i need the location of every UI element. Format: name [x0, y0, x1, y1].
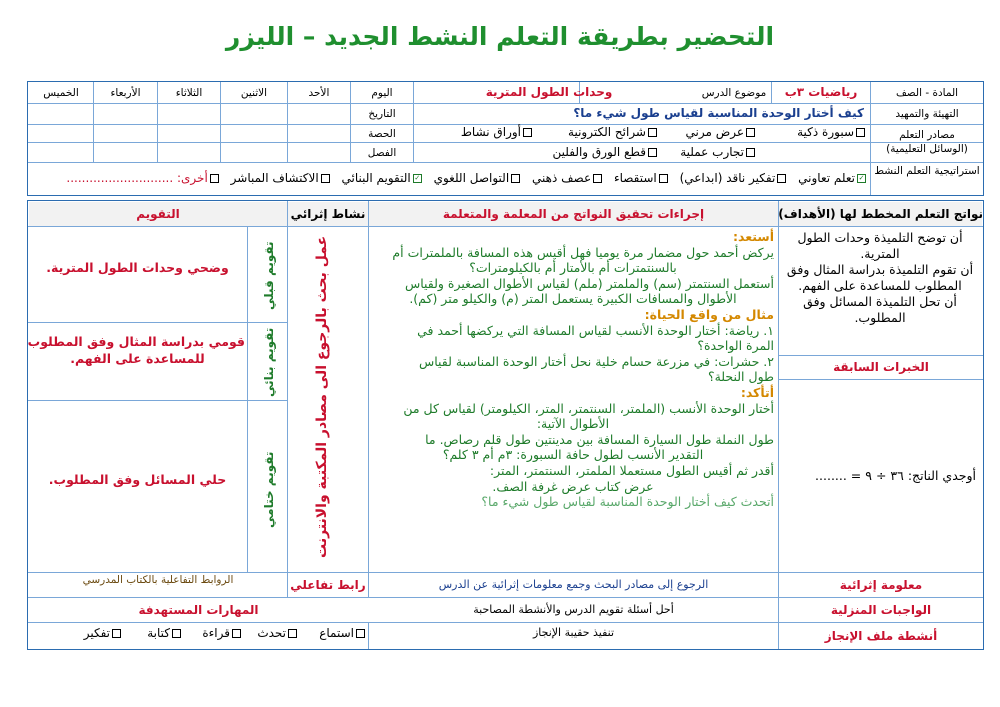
- date-label: التاريخ: [368, 108, 396, 120]
- eval-type-formative: تقويم بنائي: [262, 327, 276, 397]
- subject-label: المادة - الصف: [895, 87, 959, 99]
- procedure-line: ١. رياضة: أختار الوحدة الأنسب لقياس المسافة التي يركضها أحمد في: [417, 322, 774, 338]
- checkbox-icon[interactable]: [659, 174, 668, 183]
- day-tuesday: الثلاثاء: [175, 87, 203, 99]
- checkbox-icon[interactable]: [648, 128, 657, 137]
- checkbox-icon[interactable]: [648, 148, 657, 157]
- procedure-line: أختار الوحدة الأنسب (الملمتر، السنتمتر، المتر، الكيلومتر) لقياس كل من: [403, 400, 774, 416]
- skills-label: المهارات المستهدفة: [138, 603, 259, 617]
- checkbox-icon[interactable]: [777, 174, 786, 183]
- homework-label: الواجبات المنزلية: [830, 603, 932, 617]
- topic-value: وحدات الطول المترية: [485, 85, 613, 99]
- checkbox-icon[interactable]: [523, 128, 532, 137]
- procedure-line: التقدير الأنسب لطول حافة السبورة: ٣م أم ٣ كلم؟: [442, 447, 704, 463]
- checkbox-checked-icon[interactable]: ✓: [414, 174, 421, 182]
- checkbox-icon[interactable]: [210, 174, 219, 183]
- strategies-row: ✓تعلم تعاوني تفكير ناقد (ابداعي) استقصاء عصف ذهني التواصل اللغوي ✓التقويم البنائي الاكتشاف المباشر أخرى: ............................: [66, 171, 865, 185]
- checkbox-icon[interactable]: [746, 128, 755, 137]
- goals-list: أن توضح التلميذة وحدات الطول المترية. أن تقوم التلميذة بدراسة المثال وفق المطلوب للمساعدة على الفهم. أن تحل التلميذة المسائل وفق المطلوب.: [786, 230, 974, 325]
- procedure-line: الأطوال الآتية:: [536, 416, 610, 432]
- procedures-list: [372, 229, 774, 510]
- interactive-link-label: رابط تفاعلي: [290, 578, 366, 592]
- intro-label: التهيئة والتمهيد: [895, 108, 959, 120]
- eval-type-summative: تقويم ختامي: [262, 451, 276, 529]
- checkbox-icon[interactable]: [856, 128, 865, 137]
- portfolio-value: تنفيذ حقيبة الإنجاز: [532, 626, 615, 639]
- sources-label-2: (الوسائل التعليمية): [886, 143, 968, 155]
- enrich-info-value: الرجوع إلى مصادر البحث وجمع معلومات إثرائية عن الدرس: [438, 578, 709, 591]
- activity-header: نشاط إثرائي: [290, 207, 366, 221]
- checkbox-icon[interactable]: [511, 174, 520, 183]
- checkbox-icon[interactable]: [232, 629, 241, 638]
- checkbox-icon[interactable]: [593, 174, 602, 183]
- checkbox-checked-icon[interactable]: ✓: [858, 174, 865, 182]
- evaluation-header: التقويم: [136, 207, 180, 221]
- eval-text-formative-1: قومي بدراسة المثال وفق المطلوب: [27, 334, 245, 349]
- procedure-line: أستعد:: [733, 229, 774, 244]
- day-label: اليوم: [371, 87, 393, 99]
- procedure-line: الأطوال والمسافات الكبيرة يستعمل المتر (م) والكيلو متر (كم).: [409, 291, 737, 307]
- prior-knowledge-header: الخبرات السابقة: [833, 360, 929, 374]
- period-label: الحصة: [368, 128, 396, 140]
- portfolio-label: أنشطة ملف الإنجاز: [824, 629, 938, 643]
- procedures-header: إجراءات تحقيق النواتج من المعلمة والمتعلمة: [442, 207, 705, 221]
- subject-value: رياضيات ٣ب: [784, 85, 858, 99]
- interactive-link-value[interactable]: الروابط التفاعلية بالكتاب المدرسي: [82, 574, 234, 586]
- goals-header: نواتج التعلم المخطط لها (الأهداف): [778, 207, 983, 221]
- prior-knowledge-text: أوجدي الناتج: ٣٦ ÷ ٩ = ........: [815, 468, 976, 483]
- procedure-line: طول النملة طول السيارة المسافة بين مدينتين طول قلم رصاص. ما: [425, 431, 774, 447]
- checkbox-icon[interactable]: [321, 174, 330, 183]
- eval-text-formative-2: للمساعدة على الفهم.: [70, 351, 205, 366]
- sources-label: مصادر التعلم: [899, 129, 955, 141]
- sources-row-1: سبورة ذكيةعرض مرنيشرائح الكترونيةأوراق نشاط: [420, 126, 865, 138]
- sources-row-2: تجارب عمليةقطع الورق والفلين: [420, 146, 865, 158]
- day-wednesday: الأربعاء: [110, 87, 141, 99]
- checkbox-icon[interactable]: [356, 629, 365, 638]
- eval-text-summative: حلي المسائل وفق المطلوب.: [48, 472, 227, 487]
- checkbox-icon[interactable]: [172, 629, 181, 638]
- procedure-line: أتأكد:: [740, 384, 774, 400]
- procedure-line: مثال من واقع الحياة:: [644, 306, 774, 322]
- procedure-line: أستعمل السنتمتر (سم) والملمتر (ملم) لقياس الأطوال الصغيرة ولقياس: [404, 275, 774, 291]
- checkbox-icon[interactable]: [112, 629, 121, 638]
- procedure-line: أتحدث كيف أختار الوحدة المناسبة لقياس طول شيء ما؟: [481, 494, 774, 510]
- checkbox-icon[interactable]: [288, 629, 297, 638]
- homework-value: أحل أسئلة تقويم الدرس والأنشطة المصاحبة: [473, 603, 674, 616]
- skills-checklist: استماعتحدثقراءةكتابةتفكير: [40, 627, 365, 639]
- procedure-line: طول النحلة؟: [707, 369, 774, 385]
- intro-value: كيف أختار الوحدة المناسبة لقياس طول شيء ما؟: [573, 106, 864, 120]
- page-title: التحضير بطريقة التعلم النشط الجديد – الليزر: [225, 22, 775, 51]
- day-sunday: الأحد: [308, 87, 330, 99]
- topic-label: موضوع الدرس: [701, 87, 767, 99]
- enrich-info-label: معلومة إثرائية: [839, 578, 923, 592]
- procedure-line: عرض كتاب عرض غرفة الصف.: [492, 478, 654, 494]
- day-monday: الاثنين: [240, 87, 268, 99]
- procedure-line: أقدر ثم أقيس الطول مستعملا الملمتر، السنتمتر، المتر:: [489, 462, 774, 478]
- eval-text-pre: وضحي وحدات الطول المترية.: [46, 260, 229, 275]
- day-thursday: الخميس: [43, 87, 79, 99]
- enrichment-activity-text: عمل بحث بالرجوع الى مصادر المكتبة والانترنت: [314, 235, 330, 558]
- eval-type-pre: تقويم قبلي: [262, 241, 276, 311]
- strategy-label: استراتيجية التعلم النشط: [874, 165, 980, 177]
- checkbox-icon[interactable]: [746, 148, 755, 157]
- procedure-line: يركض أحمد حول مضمار مرة يوميا فهل أقيس هذه المسافة بالملمترات أم: [392, 244, 774, 260]
- procedure-line: ٢. حشرات: في مزرعة حسام خلية نحل أختار الوحدة المناسبة لقياس: [418, 353, 774, 369]
- procedure-line: بالسنتمترات أم بالأمتار أم بالكيلومترات؟: [469, 260, 677, 276]
- class-label: الفصل: [367, 147, 397, 159]
- procedure-line: المرة الواحدة؟: [697, 338, 774, 354]
